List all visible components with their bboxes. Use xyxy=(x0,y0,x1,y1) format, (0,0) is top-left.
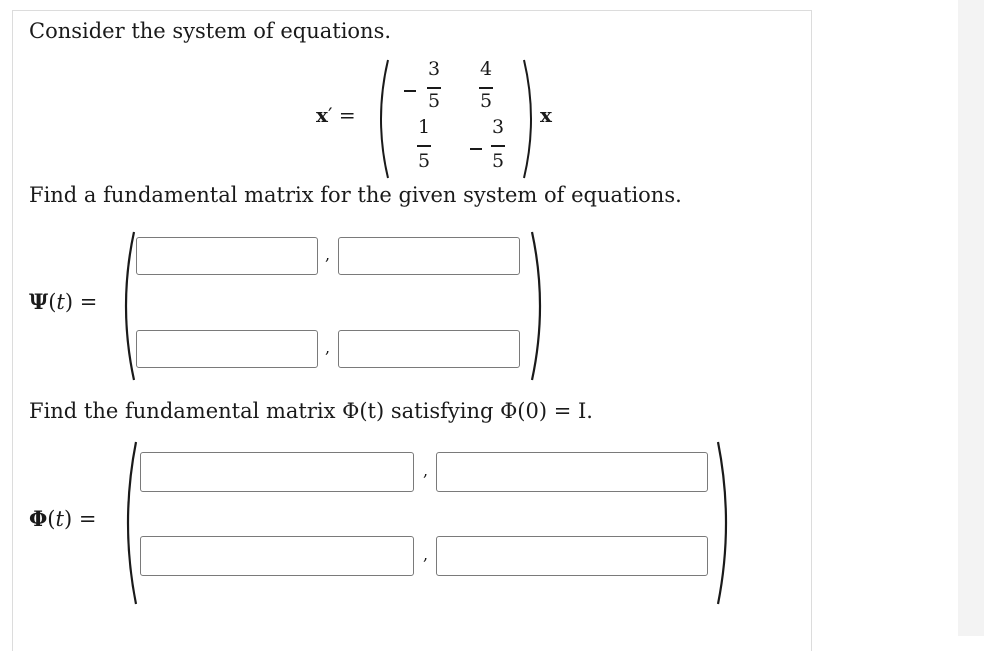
matrix-cell-1-1-minus xyxy=(404,90,416,92)
phi-entry-2-1-input[interactable] xyxy=(140,536,414,576)
phi-entry-1-2-input[interactable] xyxy=(436,452,708,492)
side-strip xyxy=(958,0,984,636)
system-right-paren xyxy=(520,58,540,180)
question2-text: Find the fundamental matrix Φ(t) satisfying Φ(0) = I. xyxy=(29,399,593,423)
psi-right-paren xyxy=(528,230,550,382)
fraction-bar xyxy=(417,145,431,147)
psi-entry-2-2-input[interactable] xyxy=(338,330,520,368)
matrix-cell-2-2-denominator: 5 xyxy=(491,150,505,172)
matrix-cell-1-2-numerator: 4 xyxy=(479,58,493,80)
fraction-bar xyxy=(479,87,493,89)
matrix-cell-2-1-denominator: 5 xyxy=(417,150,431,172)
phi-right-paren xyxy=(714,440,736,606)
question1-text: Find a fundamental matrix for the given system of equations. xyxy=(29,183,682,207)
phi-entry-1-1-input[interactable] xyxy=(140,452,414,492)
separator-comma: , xyxy=(325,245,331,264)
fraction-bar xyxy=(427,87,441,89)
psi-entry-2-1-input[interactable] xyxy=(136,330,318,368)
phi-label: Φ(t) = xyxy=(29,506,97,531)
psi-label: Ψ(t) = xyxy=(29,289,98,314)
psi-entry-1-2-input[interactable] xyxy=(338,237,520,275)
separator-comma: , xyxy=(325,338,331,357)
psi-entry-1-1-input[interactable] xyxy=(136,237,318,275)
matrix-cell-1-2-denominator: 5 xyxy=(479,90,493,112)
matrix-cell-2-2-minus xyxy=(470,148,482,150)
system-lhs: x′ = xyxy=(316,103,356,127)
intro-text: Consider the system of equations. xyxy=(29,19,392,43)
separator-comma: , xyxy=(423,545,429,564)
system-left-paren xyxy=(372,58,392,180)
phi-left-paren xyxy=(118,440,140,606)
psi-left-paren xyxy=(116,230,138,382)
phi-entry-2-2-input[interactable] xyxy=(436,536,708,576)
matrix-cell-2-1-numerator: 1 xyxy=(417,116,431,138)
fraction-bar xyxy=(491,145,505,147)
matrix-cell-2-2-numerator: 3 xyxy=(491,116,505,138)
separator-comma: , xyxy=(423,461,429,480)
system-rhs: x xyxy=(540,103,552,127)
matrix-cell-1-1-denominator: 5 xyxy=(427,90,441,112)
matrix-cell-1-1-numerator: 3 xyxy=(427,58,441,80)
